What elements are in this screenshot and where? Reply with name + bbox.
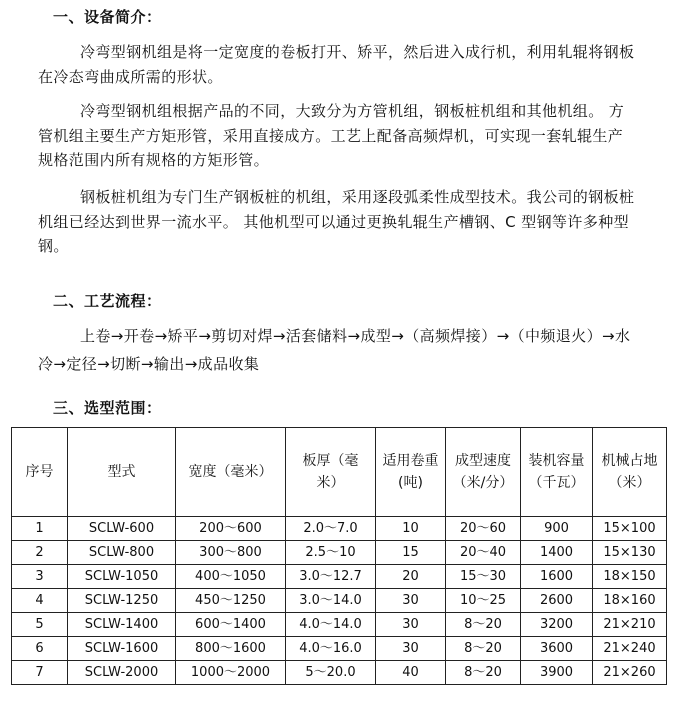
- cell-index: 2: [12, 541, 68, 565]
- table-row: [12, 589, 667, 613]
- cell-footprint: 15×100: [593, 517, 667, 541]
- header-footprint: 机械占地（米）: [593, 428, 667, 517]
- cell-index: 6: [12, 637, 68, 661]
- cell-thickness: 2.5～10: [286, 541, 376, 565]
- cell-installed-power: 3200: [521, 613, 593, 637]
- cell-width: 300～800: [176, 541, 286, 565]
- cell-footprint: 21×240: [593, 637, 667, 661]
- cell-coil-weight: 15: [376, 541, 446, 565]
- cell-footprint: 18×160: [593, 589, 667, 613]
- cell-width: 200～600: [176, 517, 286, 541]
- cell-forming-speed: 20～60: [446, 517, 521, 541]
- cell-index: 7: [12, 661, 68, 685]
- section-heading-process: 二、工艺流程：: [53, 292, 162, 310]
- cell-model: SCLW-2000: [68, 661, 176, 685]
- header-installed-power: 装机容量（千瓦）: [521, 428, 593, 517]
- cell-coil-weight: 30: [376, 589, 446, 613]
- cell-model: SCLW-1050: [68, 565, 176, 589]
- cell-coil-weight: 30: [376, 637, 446, 661]
- table-row: [12, 637, 667, 661]
- table-row: [12, 565, 667, 589]
- cell-index: 4: [12, 589, 68, 613]
- process-flow-paragraph: 上卷→开卷→矫平→剪切对焊→活套储料→成型→（高频焊接）→（中频退火）→水冷→定径→切断→输出→成品收集: [38, 327, 631, 373]
- table-row: [12, 661, 667, 685]
- table-row: [12, 541, 667, 565]
- cell-thickness: 2.0～7.0: [286, 517, 376, 541]
- model-selection-table: [11, 427, 667, 685]
- cell-installed-power: 1600: [521, 565, 593, 589]
- table-header-row: [12, 428, 667, 517]
- table-row: [12, 517, 667, 541]
- cell-thickness: 4.0～16.0: [286, 637, 376, 661]
- cell-forming-speed: 8～20: [446, 637, 521, 661]
- cell-installed-power: 3900: [521, 661, 593, 685]
- cell-forming-speed: 15～30: [446, 565, 521, 589]
- cell-width: 400～1050: [176, 565, 286, 589]
- section-heading-selection: 三、选型范围：: [53, 399, 162, 417]
- cell-model: SCLW-1250: [68, 589, 176, 613]
- cell-index: 5: [12, 613, 68, 637]
- section-heading-intro: 一、设备简介：: [53, 8, 162, 26]
- intro-paragraph-1: 冷弯型钢机组是将一定宽度的卷板打开、矫平，然后进入成行机，利用轧辊将钢板在冷态弯曲成所需的形状。: [38, 43, 635, 86]
- cell-footprint: 21×260: [593, 661, 667, 685]
- cell-forming-speed: 8～20: [446, 661, 521, 685]
- cell-installed-power: 2600: [521, 589, 593, 613]
- cell-index: 1: [12, 517, 68, 541]
- cell-width: 600～1400: [176, 613, 286, 637]
- cell-thickness: 4.0～14.0: [286, 613, 376, 637]
- intro-paragraph-2: 冷弯型钢机组根据产品的不同，大致分为方管机组，钢板桩机组和其他机组。 方管机组主要生产方矩形管，采用直接成方。工艺上配备高频焊机，可实现一套轧辊生产规格范围内所有规格的方矩形管。: [38, 102, 625, 169]
- cell-installed-power: 1400: [521, 541, 593, 565]
- header-thickness: 板厚（毫米）: [286, 428, 376, 517]
- header-forming-speed: 成型速度（米/分）: [446, 428, 521, 517]
- cell-width: 450～1250: [176, 589, 286, 613]
- cell-forming-speed: 10～25: [446, 589, 521, 613]
- cell-footprint: 18×150: [593, 565, 667, 589]
- cell-footprint: 21×210: [593, 613, 667, 637]
- header-model: 型式: [68, 428, 176, 517]
- cell-model: SCLW-600: [68, 517, 176, 541]
- cell-thickness: 5～20.0: [286, 661, 376, 685]
- cell-coil-weight: 30: [376, 613, 446, 637]
- cell-width: 1000～2000: [176, 661, 286, 685]
- cell-model: SCLW-1400: [68, 613, 176, 637]
- cell-index: 3: [12, 565, 68, 589]
- cell-forming-speed: 8～20: [446, 613, 521, 637]
- intro-paragraph-3: 钢板桩机组为专门生产钢板桩的机组，采用逐段弧柔性成型技术。我公司的钢板桩机组已经达到世界一流水平。 其他机型可以通过更换轧辊生产槽钢、C 型钢等许多种型钢。: [38, 188, 635, 255]
- cell-installed-power: 900: [521, 517, 593, 541]
- cell-model: SCLW-800: [68, 541, 176, 565]
- cell-thickness: 3.0～14.0: [286, 589, 376, 613]
- table-row: [12, 613, 667, 637]
- cell-thickness: 3.0～12.7: [286, 565, 376, 589]
- cell-width: 800～1600: [176, 637, 286, 661]
- header-index: 序号: [12, 428, 68, 517]
- cell-installed-power: 3600: [521, 637, 593, 661]
- cell-coil-weight: 20: [376, 565, 446, 589]
- cell-model: SCLW-1600: [68, 637, 176, 661]
- cell-coil-weight: 40: [376, 661, 446, 685]
- cell-footprint: 15×130: [593, 541, 667, 565]
- cell-forming-speed: 20～40: [446, 541, 521, 565]
- header-width: 宽度（毫米）: [176, 428, 286, 517]
- cell-coil-weight: 10: [376, 517, 446, 541]
- header-coil-weight: 适用卷重(吨): [376, 428, 446, 517]
